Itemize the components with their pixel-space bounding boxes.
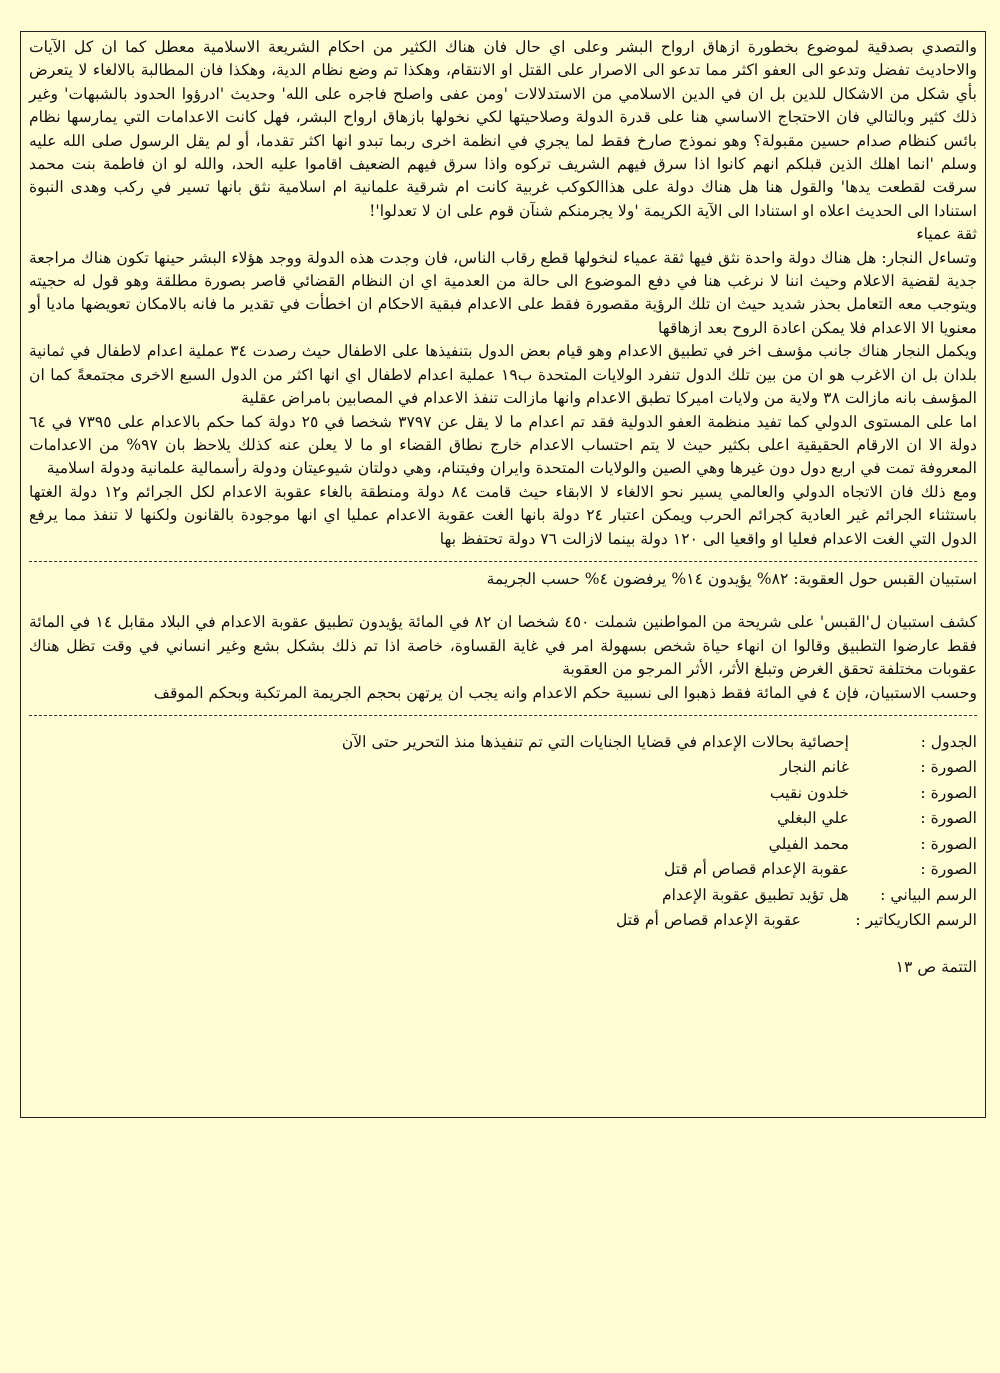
credit-label: الصورة : xyxy=(920,860,977,879)
section-separator xyxy=(29,561,977,562)
credit-row-photo xyxy=(29,755,977,781)
credit-value: علي البغلي xyxy=(777,809,849,828)
credit-label: الصورة : xyxy=(920,783,977,802)
credit-row-photo xyxy=(29,781,977,807)
subheading-blind-trust: ثقة عمياء xyxy=(916,225,977,244)
credit-row-photo xyxy=(29,857,977,883)
credits-list xyxy=(29,730,977,934)
poll-paragraph-1: كشف استبيان ل'القبس' على شريحة من المواطنين شملت ٤٥٠ شخصا ان ٨٢ في المائة يؤيدون تطبيق عقوبة الاعدام في البلاد مقابل ١٤ في المائة فقط عارضوا التطبيق وقالوا ان انهاء حياة شخص بسهولة امر في غاية القساوة، خاصة اذا تم ذلك بشكل بشع وغير انساني في وقت تظل هناك عقوبات مختلفة تحقق الغرض وتبلغ الأثر، الأثر المرجو من العقوبة xyxy=(29,613,978,679)
credit-row-photo xyxy=(29,832,977,858)
continuation-note: التتمة ص ١٣ xyxy=(895,957,977,976)
credit-label: الجدول : xyxy=(920,732,977,751)
article-frame xyxy=(20,31,986,1118)
poll-heading: استبيان القبس حول العقوبة: ٨٢% يؤيدون ١٤% يرفضون ٤% حسب الجريمة xyxy=(486,569,977,588)
credit-row-photo xyxy=(29,806,977,832)
article-paragraph-5: ومع ذلك فان الاتجاه الدولي والعالمي يسير نحو الالغاء لا الابقاء حيث قامت ٨٤ دولة ومنطقة بالغاء عقوبة الاعدام لكل الجرائم و١٢ دولة الغتها باستثناء الجرائم غير العادية كجرائم الحرب ويمكن اعتبار ٢٤ دولة بانها الغت عقوبة الاعدام عمليا اي انها موجودة بالقانون ولكنها لا تنفذ مما يرفع الدول التي الغت الاعدام فعليا او واقعيا الى ١٢٠ دولة بينما لازالت ٧٦ دولة تحتفظ بها xyxy=(29,482,977,548)
credit-label: الصورة : xyxy=(920,809,977,828)
credit-label: الرسم الكاريكاتير : xyxy=(855,911,977,930)
article-paragraph-1: والتصدي بصدقية لموضوع بخطورة ازهاق ارواح البشر وعلى اي حال فان هناك الكثير من احكام الشريعة الاسلامية معطل كما ان كل الآيات والاحاديث تفضل وتدعو الى العفو اكثر مما تدعو الى الاصرار على القتل او الانتقام، وهكذا تم وضع نظام الدية، وهكذا فان المطالبة بالالغاء لا يتعرض بأي شكل من الاشكال للدين بل ان في الدين الاسلامي من الاستدلالات 'ومن عفى واصلح فاجره على الله' وحديث 'ادرؤوا الحدود بالشبهات' وغير ذلك كثير وبالتالي فان الاحتجاج الاساسي هنا على قدرة الدولة وصلاحيتها لكي نخولها بازهاق ارواح البشر، فهل كانت الاعدامات التي يمارسها نظام بائس كنظام صدام حسين مقبولة؟ وهو نموذج صارخ فقط لما يجري في انظمة اخرى ربما تبدو انها اكثر تقدما، أو لم يقل الرسول صلى الله عليه وسلم 'انما اهلك الذين قبلكم انهم كانوا اذا سرق فيهم الشريف تركوه واذا سرق فيهم الضعيف اقاموا عليه الحد، والله لو ان فاطمة بنت محمد سرقت لقطعت يدها' والقول هنا هل هناك دولة على هذاالكوكب غربية كانت ام شرقية علمانية ام اسلامية نثق بانها تسير في ركب وهدى النبوة استنادا الى الحديث اعلاه او استنادا الى الآية الكريمة 'ولا يجرمنكم شنآن قوم على ان لا تعدلوا'! xyxy=(29,38,977,220)
credit-value: هل تؤيد تطبيق عقوبة الإعدام xyxy=(662,885,849,904)
article-paragraph-2: وتساءل النجار: هل هناك دولة واحدة نثق فيها ثقة عمياء لنخولها قطع رقاب الناس، فان وجدت هذه الدولة ووجد هؤلاء البشر حينها تكون هناك مراجعة جدية لقضية الاعلام وحيث اننا لا نرغب هنا في دفع الموضوع الى حالة من العدمية اي ان النظام القضائي قاصر بصورة مطلقة وهو قول له حجيته ويتوجب معه التعامل بحذر شديد حيث ان تلك الرؤية مقصورة فقط على الاعدام فبقية الاحكام ان اخطأت في تقدير ما فانه بالامكان تعويضها ماديا أو معنويا الا الاعدام فلا يمكن اعادة الروح بعد ازهاقها xyxy=(29,248,977,337)
credit-value: إحصائية بحالات الإعدام في قضايا الجنايات التي تم تنفيذها منذ التحرير حتى الآن xyxy=(341,732,849,751)
credit-row-caricature xyxy=(29,908,977,934)
credit-value: عقوبة الإعدام قصاص أم قتل xyxy=(615,911,801,930)
credit-label: الصورة : xyxy=(920,834,977,853)
credit-row-table xyxy=(29,730,977,756)
credit-value: خلدون نقيب xyxy=(769,783,849,802)
credit-value: غانم النجار xyxy=(780,758,849,777)
credit-label: الرسم البياني : xyxy=(880,885,977,904)
credits-separator xyxy=(29,715,977,716)
credit-value: عقوبة الإعدام قصاص أم قتل xyxy=(663,860,849,879)
article-paragraph-3: ويكمل النجار هناك جانب مؤسف اخر في تطبيق الاعدام وهو قيام بعض الدول بتنفيذها على الاطفال حيث رصدت ٣٤ عملية اعدام لاطفال في ثمانية بلدان بل ان الاغرب هو ان من بين تلك الدول تنفرد الولايات المتحدة ب١٩ عملية اعدام لاطفال اي انها اكثر من الدول السبع الاخرى مجتمعةً كما ان المؤسف بانه مازالت ٣٨ ولاية من ولايات اميركا تطبق الاعدام وانها مازالت تنفذ الاعدام في المصابين بامراض عقلية xyxy=(29,342,977,408)
credit-value: محمد الفيلي xyxy=(768,834,849,853)
poll-paragraph-2: وحسب الاستبيان، فإن ٤ في المائة فقط ذهبوا الى نسبية حكم الاعدام وانه يجب ان يرتهن بحجم الجريمة المرتكبة وبحكم الموقف xyxy=(153,683,977,702)
article-paragraph-4: اما على المستوى الدولي كما تفيد منظمة العفو الدولية فقد تم اعدام ما لا يقل عن ٣٧٩٧ شخصا في ٢٥ دولة كما حكم بالاعدام على ٧٣٩٥ في ٦٤ دولة الا ان الارقام الحقيقية اعلى بكثير حيث لا يتم احتساب الاعدام خارج نطاق القضاء او ما لا يعلن عنه كذلك يلاحظ بان ٩٧% من الاعدامات المعروفة تمت في اربع دول دون غيرها وهي الصين والولايات المتحدة وايران وفيتنام، وهي دولتان شيوعيتان ودولة رأسمالية علمانية ودولة اسلامية xyxy=(29,412,978,478)
credit-label: الصورة : xyxy=(920,758,977,777)
credit-row-chart xyxy=(29,883,977,909)
